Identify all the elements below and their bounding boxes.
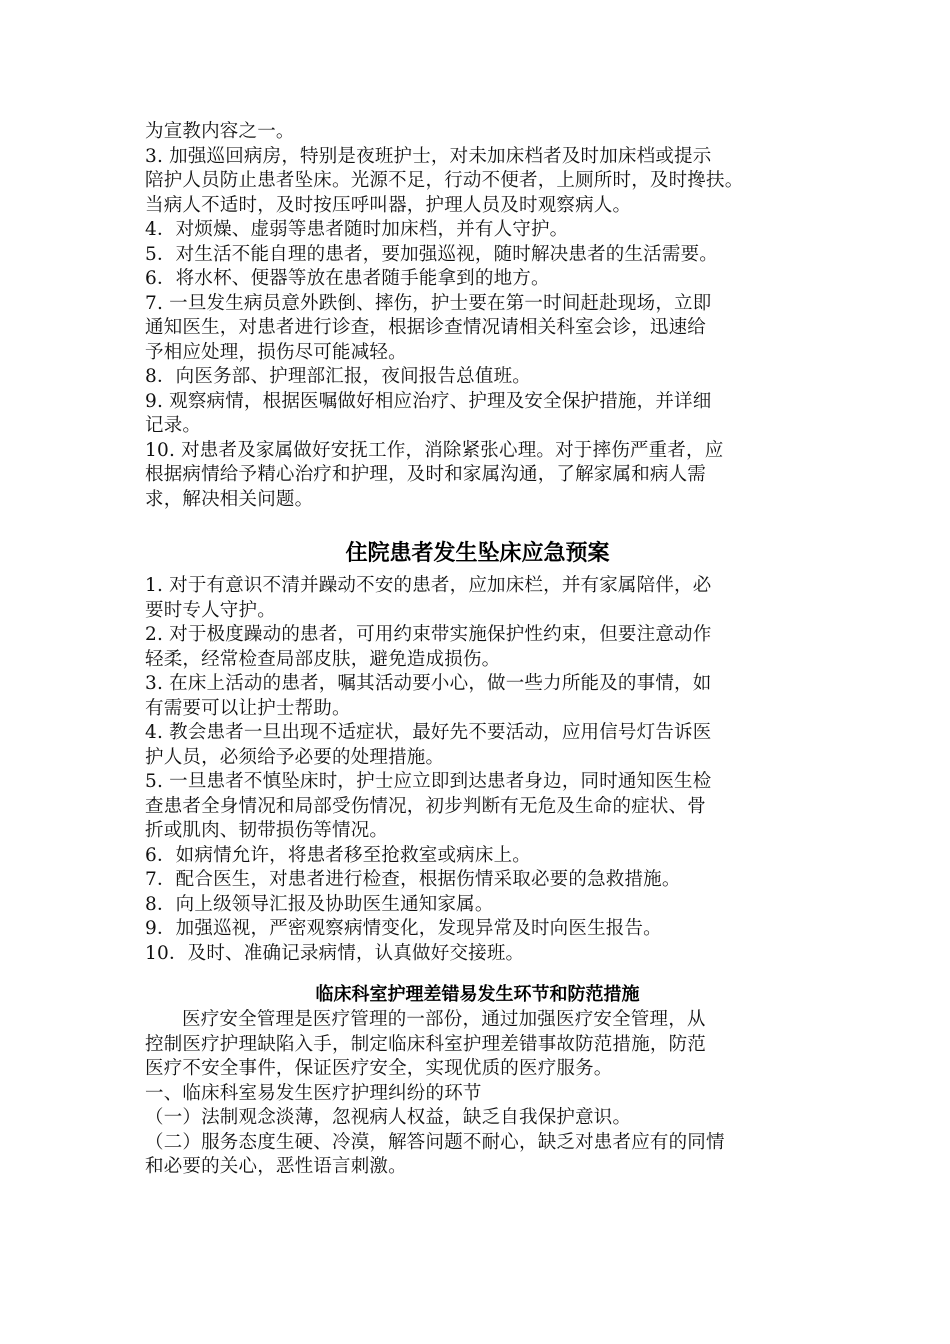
text-line: 5. 一旦患者不慎坠床时，护士应立即到达患者身边，同时通知医生检 bbox=[145, 771, 712, 792]
intro-line: 控制医疗护理缺陷入手，制定临床科室护理差错事故防范措施，防范 bbox=[145, 1033, 707, 1055]
document-page bbox=[145, 120, 810, 1180]
text-line: 9．加强巡视，严密观察病情变化，发现异常及时向医生报告。 bbox=[145, 918, 662, 939]
text-line: 8．向上级领导汇报及协助医生通知家属。 bbox=[145, 893, 494, 915]
text-line: 7．配合医生，对患者进行检查，根据伤情采取必要的急救措施。 bbox=[145, 869, 681, 890]
text-line: 2. 对于极度躁动的患者，可用约束带实施保护性约束，但要注意动作 bbox=[145, 624, 712, 645]
text-line: 予相应处理，损伤尽可能减轻。 bbox=[145, 341, 407, 363]
text-line: 8．向医务部、护理部汇报，夜间报告总值班。 bbox=[145, 366, 531, 387]
section-fall-prevention bbox=[145, 120, 810, 512]
text-line: 要时专人守护。 bbox=[145, 599, 276, 621]
section-nursing-error-prevention bbox=[145, 982, 810, 1180]
text-line: 3. 在床上活动的患者，嘱其活动要小心，做一些力所能及的事情，如 bbox=[145, 673, 712, 694]
text-line: 6．如病情允许，将患者移至抢救室或病床上。 bbox=[145, 844, 531, 866]
text-line: 4. 教会患者一旦出现不适症状，最好先不要活动，应用信号灯告诉医 bbox=[145, 722, 712, 743]
text-line: 一、临床科室易发生医疗护理纠纷的环节 bbox=[145, 1082, 482, 1104]
text-line: 根据病情给予精心治疗和护理，及时和家属沟通，了解家属和病人需 bbox=[145, 464, 707, 485]
text-line: 3. 加强巡回病房，特别是夜班护士，对未加床档者及时加床档或提示 bbox=[145, 145, 712, 167]
text-line: 轻柔，经常检查局部皮肤，避免造成损伤。 bbox=[145, 648, 501, 670]
section-bed-fall-emergency-plan bbox=[145, 540, 810, 966]
text-line: 护人员，必须给予必要的处理措施。 bbox=[145, 746, 445, 768]
text-line: 陪护人员防止患者坠床。光源不足，行动不便者，上厕所时，及时搀扶。 bbox=[145, 170, 744, 191]
text-line: 9. 观察病情，根据医嘱做好相应治疗、护理及安全保护措施，并详细 bbox=[145, 390, 712, 412]
section-title: 临床科室护理差错易发生环节和防范措施 bbox=[315, 984, 640, 1005]
text-line: 和必要的关心，恶性语言刺激。 bbox=[145, 1156, 407, 1177]
intro-line: 医疗不安全事件，保证医疗安全，实现优质的医疗服务。 bbox=[145, 1058, 613, 1079]
text-line: 7. 一旦发生病员意外跌倒、摔伤，护士要在第一时间赶赴现场，立即 bbox=[145, 292, 712, 314]
text-line: （一）法制观念淡薄，忽视病人权益，缺乏自我保护意识。 bbox=[145, 1107, 632, 1128]
text-line: 6．将水杯、便器等放在患者随手能拿到的地方。 bbox=[145, 268, 550, 289]
text-line: 5．对生活不能自理的患者，要加强巡视，随时解决患者的生活需要。 bbox=[145, 243, 718, 265]
text-line: 有需要可以让护士帮助。 bbox=[145, 697, 351, 719]
text-line: 10．及时、准确记录病情，认真做好交接班。 bbox=[145, 942, 525, 964]
text-line: 10. 对患者及家属做好安抚工作，消除紧张心理。对于摔伤严重者，应 bbox=[145, 439, 724, 461]
text-line: 求，解决相关问题。 bbox=[145, 488, 314, 510]
text-line: 为宣教内容之一。 bbox=[145, 121, 295, 142]
section-spacer bbox=[145, 512, 810, 536]
text-line: 通知医生，对患者进行诊查，根据诊查情况请相关科室会诊，迅速给 bbox=[145, 317, 707, 338]
text-line: 当病人不适时，及时按压呼叫器，护理人员及时观察病人。 bbox=[145, 194, 632, 216]
text-line: 1. 对于有意识不清并躁动不安的患者，应加床栏，并有家属陪伴，必 bbox=[145, 575, 712, 596]
text-line: 折或肌肉、韧带损伤等情况。 bbox=[145, 820, 389, 841]
text-line: （二）服务态度生硬、冷漠，解答问题不耐心，缺乏对患者应有的同情 bbox=[145, 1131, 725, 1153]
intro-line: 医疗安全管理是医疗管理的一部份，通过加强医疗安全管理，从 bbox=[182, 1009, 706, 1030]
section-spacer bbox=[145, 966, 810, 982]
text-line: 查患者全身情况和局部受伤情况，初步判断有无危及生命的症状、骨 bbox=[145, 795, 707, 817]
text-line: 记录。 bbox=[145, 415, 202, 436]
section-title: 住院患者发生坠床应急预案 bbox=[345, 541, 610, 566]
text-line: 4．对烦燥、虚弱等患者随时加床档，并有人守护。 bbox=[145, 219, 569, 240]
